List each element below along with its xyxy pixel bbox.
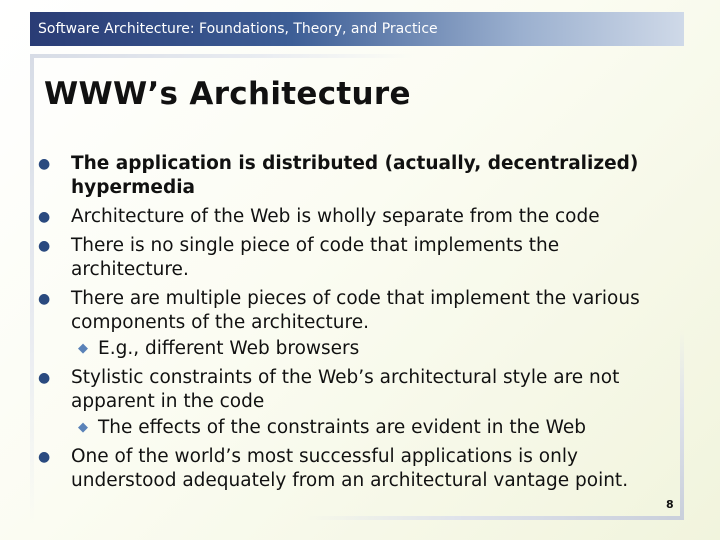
bullet-dot-icon: ● (38, 370, 51, 386)
bullet-item (38, 152, 678, 200)
page-number: 8 (666, 498, 674, 511)
frame-right-decoration (680, 330, 684, 520)
bullet-text: Architecture of the Web is wholly separate from the code (71, 206, 600, 227)
bullet-text: There are multiple pieces of code that implement the various components of the architecture. (71, 288, 640, 333)
bullet-dot-icon: ● (38, 156, 51, 172)
sub-bullet-text: The effects of the constraints are evident in the Web (98, 417, 586, 438)
diamond-bullet-icon: ◆ (78, 341, 88, 356)
diamond-bullet-icon: ◆ (78, 420, 88, 435)
bullet-text: The application is distributed (actually, decentralized) hypermedia (71, 153, 639, 198)
bullet-item (38, 287, 678, 335)
frame-top-decoration (30, 54, 414, 58)
header-bar (30, 12, 684, 46)
header-title: Software Architecture: Foundations, Theory, and Practice (38, 21, 438, 37)
bullet-item (38, 366, 678, 414)
bullet-dot-icon: ● (38, 449, 51, 465)
slide-title: WWW’s Architecture (44, 76, 411, 112)
bullet-list (38, 152, 678, 498)
sub-bullet-text: E.g., different Web browsers (98, 338, 360, 359)
bullet-item (38, 445, 678, 493)
bullet-dot-icon: ● (38, 291, 51, 307)
bullet-dot-icon: ● (38, 238, 51, 254)
bullet-dot-icon: ● (38, 209, 51, 225)
bullet-item (38, 205, 678, 229)
bullet-text: There is no single piece of code that implements the architecture. (71, 235, 560, 280)
frame-bottom-decoration (306, 516, 684, 520)
bullet-text: Stylistic constraints of the Web’s architectural style are not apparent in the code (71, 367, 620, 412)
frame-left-decoration (30, 54, 34, 526)
sub-bullet-item (38, 337, 678, 361)
sub-bullet-item (38, 416, 678, 440)
bullet-text: One of the world’s most successful applications is only understood adequately from an architectural vantage point. (71, 446, 629, 491)
bullet-item (38, 234, 678, 282)
